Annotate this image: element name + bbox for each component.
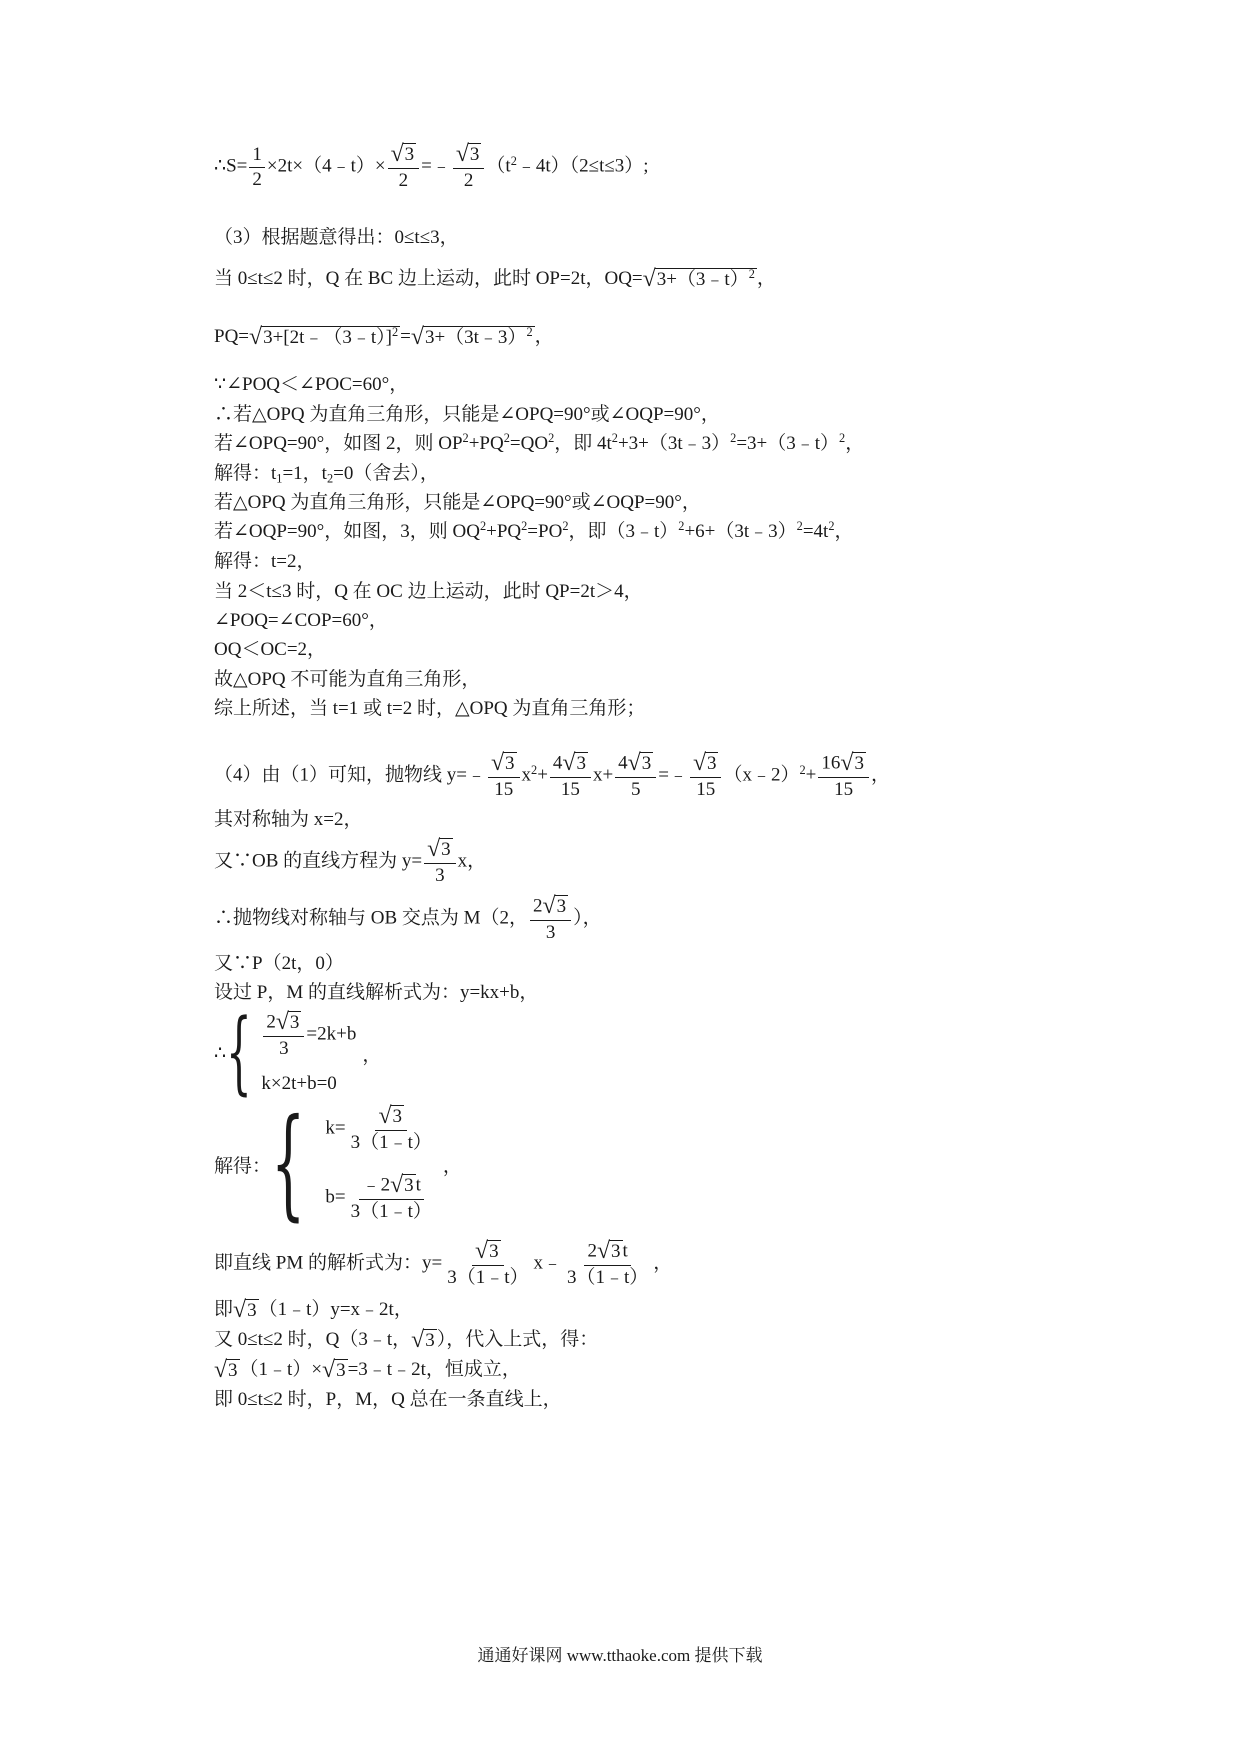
radicand: 3+（3t﹣3）	[424, 326, 527, 348]
text: PQ=	[214, 326, 250, 347]
exponent: 2	[510, 153, 517, 168]
text: ﹣4t）（2≤t≤3）;	[516, 155, 649, 177]
text: 又∵P（2t，0）	[214, 953, 344, 974]
fraction-root3-over-2: √ 3 2	[453, 143, 485, 192]
exponent: 2	[392, 324, 399, 339]
brace-icon: {	[226, 1000, 252, 1105]
text: OQ＜OC=2，	[214, 639, 327, 660]
parabola-line: （4）由（1）可知，抛物线 y=﹣ √ 3 15 $x^2+$ 4 √ 3 15 x+ 4 √ 3 5 =﹣ √ 3 15 （x﹣2）$^2$+ 16 √ 3 15 ，	[214, 750, 890, 800]
sqrt-expression: √ 3+（3﹣t）$^2$	[642, 265, 755, 292]
fraction: 4 √ 3 15	[550, 752, 591, 801]
denominator: 2	[252, 168, 262, 190]
fraction: 2 √ 3 t 3（1﹣t）	[566, 1238, 649, 1288]
m-point-line: ∴抛物线对称轴与 OB 交点为 M（2， 2 √ 3 3 ），	[214, 893, 602, 943]
text: 故△OPQ 不可能为直角三角形，	[214, 669, 481, 690]
text-line: 若∠OPQ=90°，如图 2，则 $OP^2+PQ^2=QO^2$，即 $4t^2+3+(3t﹣3)^2=3+(3﹣t)^2$，	[214, 431, 865, 454]
text: =﹣	[421, 155, 451, 177]
text: ∠POQ=∠COP=60°，	[214, 610, 388, 631]
text: =	[400, 326, 411, 347]
text-line: √ 3 （1﹣t）× √ 3 =3﹣t﹣2t，恒成立，	[214, 1356, 521, 1383]
text: ∴若△OPQ 为直角三角形，只能是∠OPQ=90°或∠OQP=90°，	[214, 404, 720, 425]
text: 即 0≤t≤2 时，P，M，Q 总在一条直线上，	[214, 1389, 562, 1410]
text: ，	[534, 326, 554, 347]
equation-system: ∴ { 2 √ 3 3 =2k+b k×2t+b=0 ，	[214, 1000, 382, 1105]
numerator: 1	[249, 144, 265, 168]
brace-icon: {	[271, 1094, 306, 1233]
part3-heading	[214, 226, 459, 250]
text: ，	[756, 268, 776, 289]
text: 解得：t=2，	[214, 551, 316, 572]
fraction: √ 3 3（1﹣t）	[447, 1238, 529, 1288]
pm-line: 即直线 PM 的解析式为：y= √ 3 3（1﹣t） x﹣ 2 √ 3 t 3（1﹣t） ，	[214, 1238, 673, 1288]
text: ∴S=	[214, 155, 248, 177]
text-line	[214, 808, 362, 832]
fraction: √ 3 3	[424, 838, 456, 887]
fraction: 16 √ 3 15	[818, 752, 869, 801]
exponent: 2	[748, 266, 755, 281]
exponent: 2	[526, 324, 533, 339]
text: ∵∠POQ＜∠POC=60°，	[214, 374, 409, 395]
fraction: √ 3 15	[690, 752, 722, 801]
text-line: 又 0≤t≤2 时，Q（3﹣t， √ 3 ），代入上式，得：	[214, 1326, 599, 1353]
radicand: 3+（3﹣t）	[656, 268, 749, 290]
text-line	[214, 952, 344, 976]
pq-line	[214, 325, 554, 350]
text: 若△OPQ 为直角三角形，只能是∠OPQ=90°或∠OQP=90°，	[214, 492, 701, 513]
text: 综上所述，当 t=1 或 t=2 时，△OPQ 为直角三角形；	[214, 698, 646, 719]
text: 当 2＜t≤3 时，Q 在 OC 边上运动，此时 QP=2t＞4，	[214, 581, 643, 602]
text-line	[214, 981, 538, 1005]
text: 当 0≤t≤2 时，Q 在 BC 边上运动，此时 OP=2t，OQ=	[214, 268, 643, 289]
text-line	[214, 697, 645, 721]
text-line	[214, 403, 720, 427]
fraction: 2 √ 3 3	[263, 1011, 304, 1060]
fraction: √ 3 3（1﹣t）	[350, 1103, 432, 1153]
text-line: 若∠OQP=90°，如图，3，则 $OQ^2+PQ^2=PO^2$，即$(3﹣t)^2+6+(3t﹣3)^2=4t^2$，	[214, 519, 854, 542]
text-line	[214, 668, 480, 692]
text-line: 解得：$t_1=1$，$t_2=0$（舍去），	[214, 463, 439, 486]
fraction-half	[249, 144, 265, 191]
radicand: 3	[469, 144, 480, 165]
fraction: √ 3 15	[488, 752, 520, 801]
sqrt-expression: √ 3+（3t﹣3）$^2$	[410, 323, 533, 350]
text-line	[214, 609, 388, 633]
text: ∴	[214, 1042, 227, 1064]
text: 其对称轴为 x=2，	[214, 809, 363, 830]
text-line	[214, 1388, 562, 1412]
denominator: 2	[398, 169, 409, 191]
text-line: 即 √ 3 （1﹣t）y=x﹣2t，	[214, 1296, 413, 1323]
text: （t	[486, 155, 511, 177]
text: ×2t×（4﹣t）×	[266, 155, 386, 177]
ob-line: 又∵OB 的直线方程为 y= √ 3 3 x，	[214, 836, 487, 886]
text-line	[214, 580, 643, 604]
oq-line	[214, 267, 776, 292]
text-line	[214, 373, 408, 397]
sqrt-expression: √ 3+[2t﹣（3﹣t）]$^2$	[249, 323, 399, 350]
fraction: ﹣2 √ 3 t 3（1﹣t）	[350, 1172, 432, 1223]
text-line	[214, 550, 316, 574]
fraction: 2 √ 3 3	[530, 895, 571, 944]
fraction-root3-over-2: √ 3 2	[388, 143, 420, 192]
text: 解得：	[214, 1155, 272, 1177]
fraction: 4 √ 3 5	[615, 752, 656, 801]
radicand: 3	[404, 144, 415, 165]
text: （3）根据题意得出：0≤t≤3，	[214, 227, 459, 248]
page-footer: 通通好课网 www.tthaoke.com 提供下载	[477, 1646, 763, 1665]
denominator: 2	[463, 169, 474, 191]
radicand: 3+[2t﹣（3﹣t）]	[263, 326, 392, 348]
area-formula-line	[214, 143, 649, 192]
solution-system: 解得： { k= √ 3 3（1﹣t） b= ﹣2 √ 3 t 3（1﹣t） ，	[214, 1094, 462, 1233]
text-line	[214, 638, 326, 662]
text-line	[214, 491, 701, 515]
text: 设过 P，M 的直线解析式为：y=kx+b，	[214, 982, 539, 1003]
